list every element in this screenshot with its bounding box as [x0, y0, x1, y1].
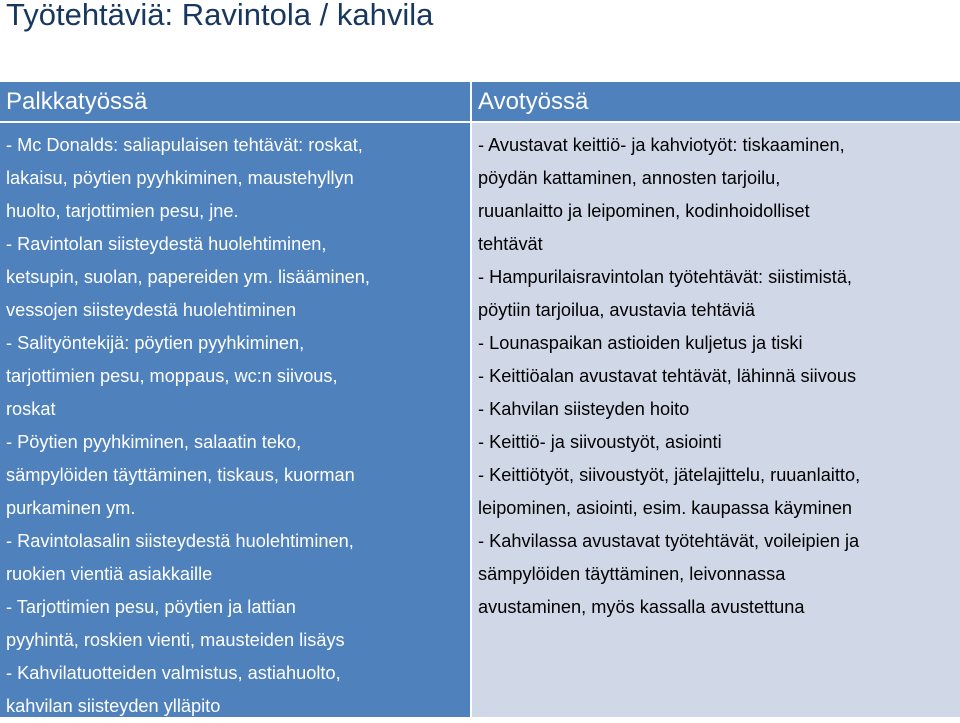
text-line: huolto, tarjottimien pesu, jne. [6, 201, 239, 221]
text-line: - Kahvilan siisteyden hoito [478, 399, 690, 419]
column-palkkatyossa [0, 82, 470, 717]
text-line: kahvilan siisteyden ylläpito [6, 696, 221, 716]
text-line: sämpylöiden täyttäminen, leivonnassa [478, 564, 786, 584]
text-line: leipominen, asiointi, esim. kaupassa käyminen [478, 498, 853, 518]
text-line: - Kahvilassa avustavat työtehtävät, voileipien ja [478, 531, 860, 551]
text-line: - Ravintolan siisteydestä huolehtiminen, [6, 234, 327, 254]
text-line: purkaminen ym. [6, 498, 136, 518]
text-line: - Ravintolasalin siisteydestä huolehtiminen, [6, 531, 354, 551]
text-line: - Tarjottimien pesu, pöytien ja lattian [6, 597, 296, 617]
text-line: - Hampurilaisravintolan työtehtävät: siistimistä, [478, 267, 852, 287]
text-line: - Keittiöalan avustavat tehtävät, lähinnä siivous [478, 366, 857, 386]
text-line: - Mc Donalds: saliapulaisen tehtävät: roskat, [6, 135, 363, 155]
text-line: - Kahvilatuotteiden valmistus, astiahuolto, [6, 663, 341, 683]
column-body-palkkatyossa [0, 123, 470, 717]
text-line: sämpylöiden täyttäminen, tiskaus, kuorman [6, 465, 355, 485]
text-line: tarjottimien pesu, moppaus, wc:n siivous, [6, 366, 338, 386]
text-line: ruuanlaitto ja leipominen, kodinhoidolliset [478, 201, 810, 221]
text-line: - Avustavat keittiö- ja kahviotyöt: tiskaaminen, [478, 135, 845, 155]
column-header-palkkatyossa: Palkkatyössä [0, 82, 470, 121]
text-line: lakaisu, pöytien pyyhkiminen, maustehyllyn [6, 168, 354, 188]
text-line: pöytiin tarjoilua, avustavia tehtäviä [478, 300, 756, 320]
comparison-table [0, 82, 960, 717]
text-line: ketsupin, suolan, papereiden ym. lisääminen, [6, 267, 370, 287]
text-line: - Salityöntekijä: pöytien pyyhkiminen, [6, 333, 305, 353]
text-line: vessojen siisteydestä huolehtiminen [6, 300, 297, 320]
text-line: - Keittiö- ja siivoustyöt, asiointi [478, 432, 722, 452]
text-line: ruokien vientiä asiakkaille [6, 564, 213, 584]
text-line: - Keittiötyöt, siivoustyöt, jätelajittelu, ruuanlaitto, [478, 465, 861, 485]
page-title: Työtehtäviä: Ravintola / kahvila [6, 0, 434, 32]
text-line: pyyhintä, roskien vienti, mausteiden lisäys [6, 630, 345, 650]
text-line: tehtävät [478, 234, 543, 254]
text-line: roskat [6, 399, 56, 419]
column-header-avotyossa: Avotyössä [472, 82, 960, 121]
column-avotyossa [472, 82, 960, 717]
text-line: avustaminen, myös kassalla avustettuna [478, 597, 805, 617]
column-body-avotyossa [472, 123, 960, 717]
text-line: - Lounaspaikan astioiden kuljetus ja tiski [478, 333, 803, 353]
text-line: pöydän kattaminen, annosten tarjoilu, [478, 168, 781, 188]
text-line: - Pöytien pyyhkiminen, salaatin teko, [6, 432, 302, 452]
